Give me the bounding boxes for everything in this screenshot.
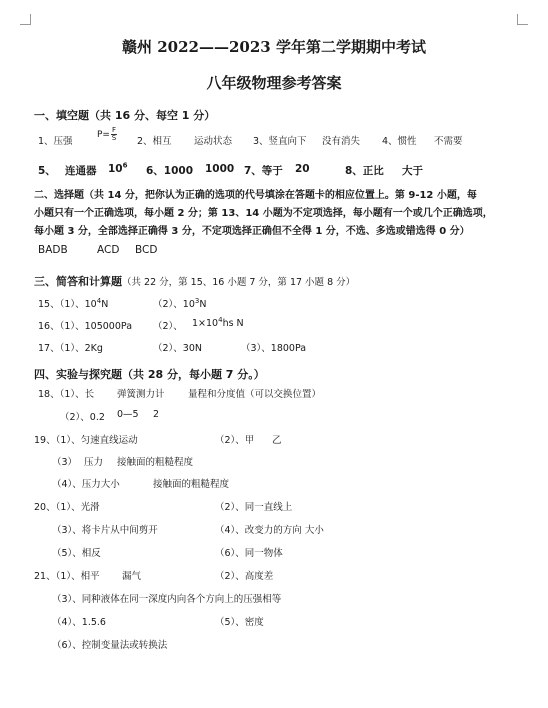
q21-answer-4: （3）、同种液体在同一深度内向各个方向上的压强相等 <box>52 594 282 605</box>
q5-answer-a: 连通器 <box>65 165 97 177</box>
q20-answer-1: 20、（1）、光滑 <box>34 502 100 513</box>
q15-answer-2 <box>153 296 206 310</box>
q8-answer-a: 8、正比 <box>345 165 384 177</box>
q18-answer-4: （2）、0.2 <box>60 412 105 423</box>
section-2-instructions-line-1: 二、选择题（共 14 分，把你认为正确的选项的代号填涂在答题卡的相应位置上。第 9-12 小题，每 <box>34 190 477 201</box>
q2-answer-b: 运动状态 <box>194 136 233 147</box>
q15-answer-1-exponent: 4 <box>96 296 102 305</box>
q21-answer-6: （5）、密度 <box>215 617 264 628</box>
q7-answer-a: 7、等于 <box>244 165 283 177</box>
q18-answer-2: 弹簧测力计 <box>117 389 165 400</box>
q21-answer-3: （2）、高度差 <box>215 571 274 582</box>
formula-fraction <box>111 127 117 142</box>
q18-answer-1: 18、（1）、长 <box>38 389 95 400</box>
q5-answer-b-exponent: 6 <box>122 161 128 170</box>
q16-answer-2-label: （2）、 <box>153 321 183 332</box>
section-2-answer-a: BADB <box>38 244 68 256</box>
q17-answer-3: （3）、1800Pa <box>241 343 307 354</box>
q5-label: 5、 <box>38 165 56 177</box>
section-2-instructions-line-3: 每小题 3 分，全部选择正确得 3 分，不定项选择正确但不全得 1 分，不选、多选或错选得 0 分） <box>34 226 470 237</box>
q16-answer-2 <box>192 315 244 329</box>
q19-answer-8: 接触面的粗糙程度 <box>153 479 230 490</box>
exam-title: 赣州 2022——2023 学年第二学期期中考试 <box>122 38 426 56</box>
q15-answer-1-base: 15、（1）、10 <box>38 299 97 310</box>
pressure-formula <box>97 127 117 142</box>
q20-answer-6: （6）、同一物体 <box>215 548 283 559</box>
q18-answer-6: 2 <box>153 409 160 420</box>
q20-answer-4: （4）、改变力的方向 大小 <box>215 525 324 536</box>
q2-answer-a: 2、相互 <box>137 136 172 147</box>
q19-answer-6: 接触面的粗糙程度 <box>117 457 194 468</box>
section-2-answer-b: ACD <box>97 244 120 256</box>
q18-answer-5: 0—5 <box>117 409 139 420</box>
q21-answer-7: （6）、控制变量法或转换法 <box>52 640 168 651</box>
q15-answer-2-exponent: 3 <box>194 296 200 305</box>
section-3-header-note: （共 22 分，第 15、16 小题 7 分，第 17 小题 8 分） <box>122 277 356 288</box>
formula-lhs: P= <box>97 129 110 140</box>
q16-answer-2-rest: hs N <box>222 318 244 329</box>
q8-answer-b: 大于 <box>402 165 423 177</box>
q21-answer-5: （4）、1.5.6 <box>52 617 106 628</box>
q19-answer-7: （4）、压力大小 <box>52 479 120 490</box>
q15-answer-2-unit: N <box>199 299 207 310</box>
section-3-header-title: 三、简答和计算题 <box>34 275 122 288</box>
q16-answer-1: 16、（1）、105000Pa <box>38 321 133 332</box>
q4-answer-a: 4、惯性 <box>382 136 417 147</box>
q15-answer-2-base: （2）、10 <box>153 299 195 310</box>
q16-answer-2-base: 1×10 <box>192 318 219 329</box>
q17-answer-1: 17、（1）、2Kg <box>38 343 103 354</box>
section-4-header: 四、实验与探究题（共 28 分，每小题 7 分。） <box>34 368 265 381</box>
q3-answer-b: 没有消失 <box>322 136 361 147</box>
fraction-denominator: S <box>111 134 117 142</box>
q20-answer-3: （3）、将卡片从中间剪开 <box>52 525 158 536</box>
q1-answer: 1、压强 <box>38 136 73 147</box>
section-1-header: 一、填空题（共 16 分、每空 1 分） <box>34 109 216 122</box>
section-2-instructions-line-2: 小题只有一个正确选项，每小题 2 分；第 13、14 小题为不定项选择，每小题有一个或几个正确选项， <box>34 208 493 219</box>
q19-answer-1: 19、（1）、匀速直线运动 <box>34 435 138 446</box>
answer-key-title: 八年级物理参考答案 <box>206 74 342 92</box>
q15-answer-1 <box>38 296 108 310</box>
q19-answer-5: 压力 <box>84 457 104 468</box>
q17-answer-2: （2）、30N <box>153 343 202 354</box>
q20-answer-5: （5）、相反 <box>52 548 101 559</box>
q15-answer-1-unit: N <box>101 299 109 310</box>
q3-answer-a: 3、竖直向下 <box>253 136 307 147</box>
q19-answer-4: （3） <box>52 457 78 468</box>
crop-mark-top-right <box>517 14 528 25</box>
q21-answer-2: 漏气 <box>122 571 142 582</box>
q6-answer-a: 6、1000 <box>146 165 194 177</box>
section-3-header <box>34 273 355 289</box>
q20-answer-2: （2）、同一直线上 <box>215 502 293 513</box>
q5-answer-b <box>108 163 128 175</box>
fraction-numerator: F <box>111 126 116 134</box>
q19-answer-3: 乙 <box>272 435 282 446</box>
section-2-answer-c: BCD <box>135 244 158 256</box>
q6-answer-b: 1000 <box>205 163 235 175</box>
q7-answer-b: 20 <box>295 163 310 175</box>
crop-mark-top-left <box>20 14 31 25</box>
q16-answer-2-exponent: 4 <box>218 315 223 324</box>
q18-answer-3: 量程和分度值（可以交换位置） <box>188 389 322 400</box>
q4-answer-b: 不需要 <box>434 136 463 147</box>
q5-answer-b-base: 10 <box>108 163 123 175</box>
q19-answer-2: （2）、甲 <box>215 435 255 446</box>
q21-answer-1: 21、（1）、相平 <box>34 571 100 582</box>
